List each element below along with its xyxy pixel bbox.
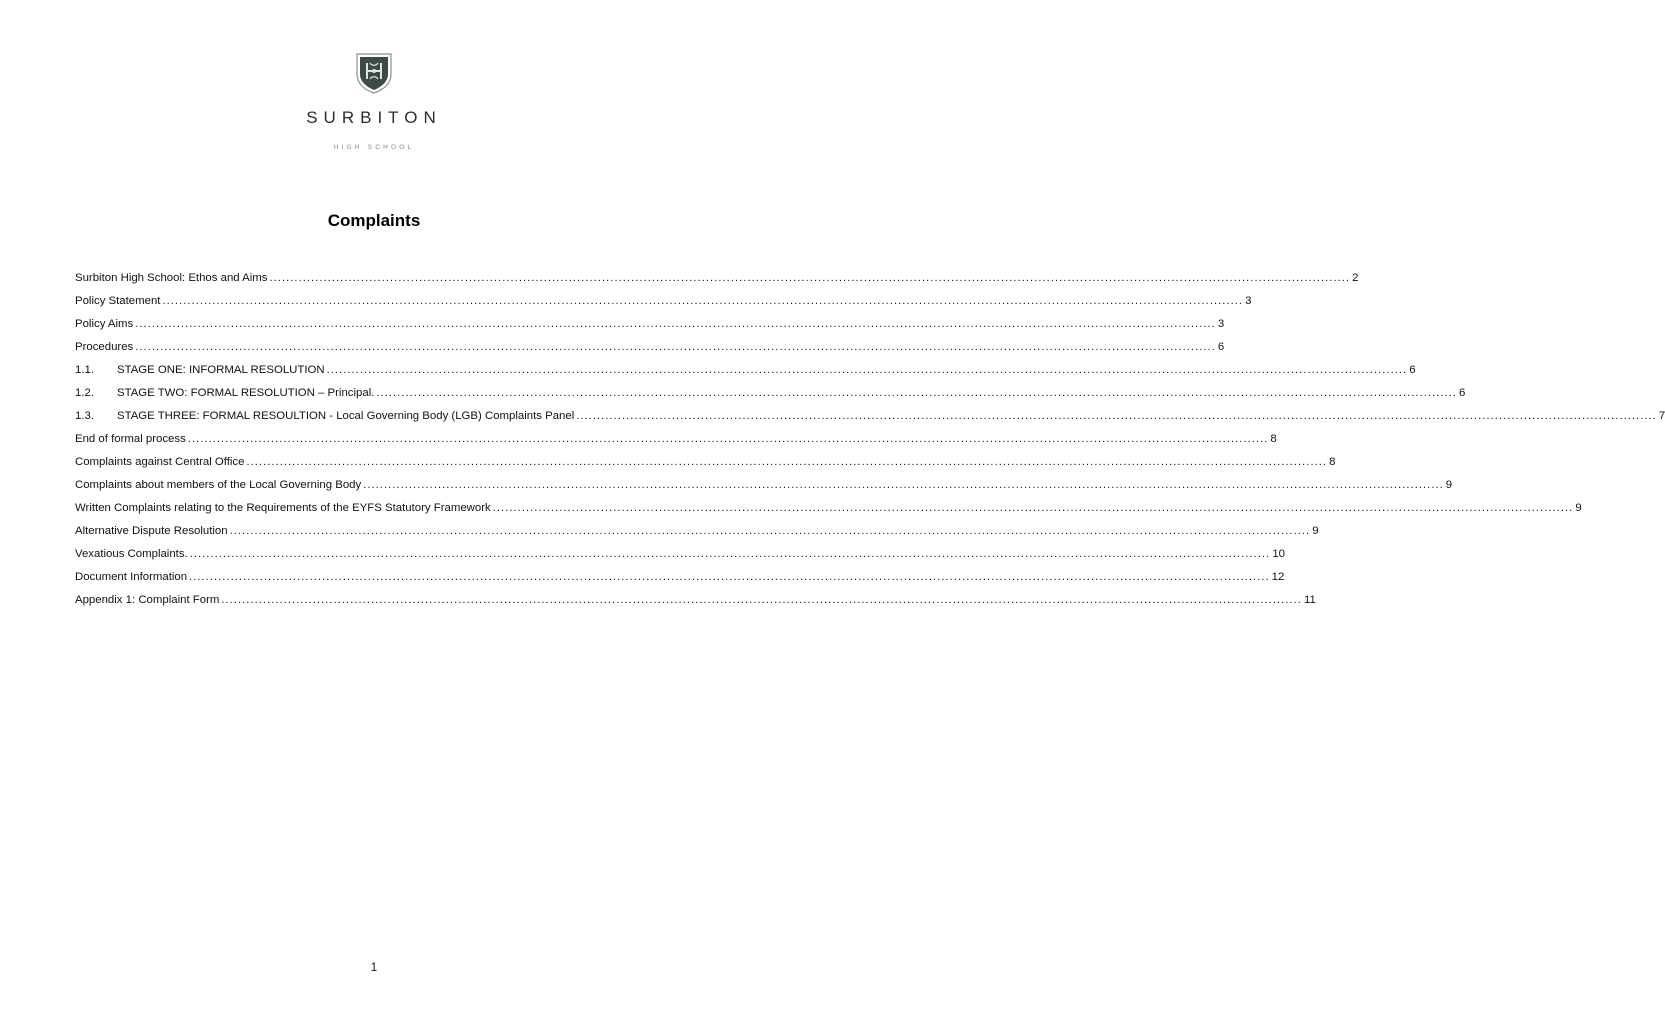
toc-entry-title: Appendix 1: Complaint Form: [75, 594, 220, 606]
toc-entry-title: STAGE ONE: INFORMAL RESOLUTION: [117, 364, 325, 376]
toc-dot-leader: ....................................................................................................................................................................................................................................................................: [221, 594, 1302, 606]
toc-entry[interactable]: [75, 590, 1316, 613]
toc-entry-title: Complaints against Central Office: [75, 456, 245, 468]
toc-entry-number: 1.2.: [75, 387, 94, 399]
toc-entry-page: 3: [1245, 295, 1252, 307]
toc-entry[interactable]: [75, 291, 1252, 314]
toc-entry-title: Procedures: [75, 341, 134, 353]
toc-entry-page: 8: [1329, 456, 1336, 468]
toc-dot-leader: ....................................................................................................................................................................................................................................................................: [576, 410, 1657, 422]
toc-entry-title: Vexatious Complaints.: [75, 548, 188, 560]
toc-dot-leader: ....................................................................................................................................................................................................................................................................: [135, 341, 1216, 353]
toc-entry-page: 7: [1658, 410, 1665, 422]
toc-entry-title: Document Information: [75, 571, 188, 583]
toc-entry[interactable]: [75, 406, 1665, 429]
toc-entry-page: 11: [1303, 594, 1316, 606]
toc-dot-leader: ....................................................................................................................................................................................................................................................................: [376, 387, 1457, 399]
school-name: SURBITON: [306, 108, 442, 127]
toc-entry-title: STAGE TWO: FORMAL RESOLUTION – Principal.: [117, 387, 375, 399]
toc-entry[interactable]: [75, 268, 1359, 291]
toc-entry[interactable]: [75, 429, 1277, 452]
table-of-contents: [75, 268, 1665, 613]
toc-entry[interactable]: [75, 337, 1225, 360]
toc-dot-leader: ....................................................................................................................................................................................................................................................................: [326, 364, 1408, 376]
toc-entry-page: 9: [1312, 525, 1319, 537]
toc-entry[interactable]: [75, 567, 1285, 590]
toc-entry-page: 9: [1575, 502, 1582, 514]
toc-entry-title: End of formal process: [75, 433, 186, 445]
toc-dot-leader: ....................................................................................................................................................................................................................................................................: [229, 525, 1311, 537]
toc-entry-page: 2: [1352, 272, 1359, 284]
toc-entry[interactable]: [75, 521, 1319, 544]
toc-entry[interactable]: [75, 383, 1466, 406]
toc-entry[interactable]: [75, 360, 1416, 383]
school-subtitle: HIGH SCHOOL: [333, 144, 415, 151]
toc-entry-title: Alternative Dispute Resolution: [75, 525, 228, 537]
toc-entry-title: Policy Statement: [75, 295, 161, 307]
toc-dot-leader: ....................................................................................................................................................................................................................................................................: [492, 502, 1574, 514]
toc-entry-page: 6: [1409, 364, 1416, 376]
toc-entry[interactable]: [75, 452, 1336, 475]
toc-entry[interactable]: [75, 314, 1225, 337]
toc-entry-number: 1.3.: [75, 410, 94, 422]
toc-entry-title: STAGE THREE: FORMAL RESOULTION - Local Governing Body (LGB) Complaints Panel: [117, 410, 575, 422]
toc-entry-page: 3: [1217, 318, 1225, 330]
toc-entry[interactable]: [75, 498, 1582, 521]
toc-entry-page: 10: [1272, 548, 1285, 560]
school-crest-logo: [355, 52, 393, 94]
toc-entry-title: Surbiton High School: Ethos and Aims: [75, 272, 268, 284]
toc-entry[interactable]: [75, 544, 1285, 567]
toc-dot-leader: ....................................................................................................................................................................................................................................................................: [363, 479, 1444, 491]
toc-dot-leader: ....................................................................................................................................................................................................................................................................: [246, 456, 1328, 468]
document-title: Complaints: [327, 211, 421, 230]
toc-entry-title: Written Complaints relating to the Requirements of the EYFS Statutory Framework: [75, 502, 491, 514]
toc-entry-page: 6: [1217, 341, 1225, 353]
toc-entry-title: Policy Aims: [75, 318, 134, 330]
toc-dot-leader: ....................................................................................................................................................................................................................................................................: [269, 272, 1351, 284]
toc-entry-page: 12: [1271, 571, 1285, 583]
toc-entry-page: 6: [1459, 387, 1466, 399]
toc-dot-leader: ....................................................................................................................................................................................................................................................................: [135, 318, 1216, 330]
toc-entry-number: 1.1.: [75, 364, 94, 376]
toc-dot-leader: ....................................................................................................................................................................................................................................................................: [187, 433, 1269, 445]
toc-entry-page: 8: [1270, 433, 1277, 445]
toc-entry[interactable]: [75, 475, 1453, 498]
toc-dot-leader: ....................................................................................................................................................................................................................................................................: [189, 548, 1271, 560]
page-number: 1: [370, 962, 378, 974]
school-crest-icon: [355, 52, 393, 94]
toc-dot-leader: ....................................................................................................................................................................................................................................................................: [162, 295, 1244, 307]
toc-entry-page: 9: [1445, 479, 1453, 491]
toc-entry-title: Complaints about members of the Local Governing Body: [75, 479, 362, 491]
toc-dot-leader: ....................................................................................................................................................................................................................................................................: [189, 571, 1270, 583]
